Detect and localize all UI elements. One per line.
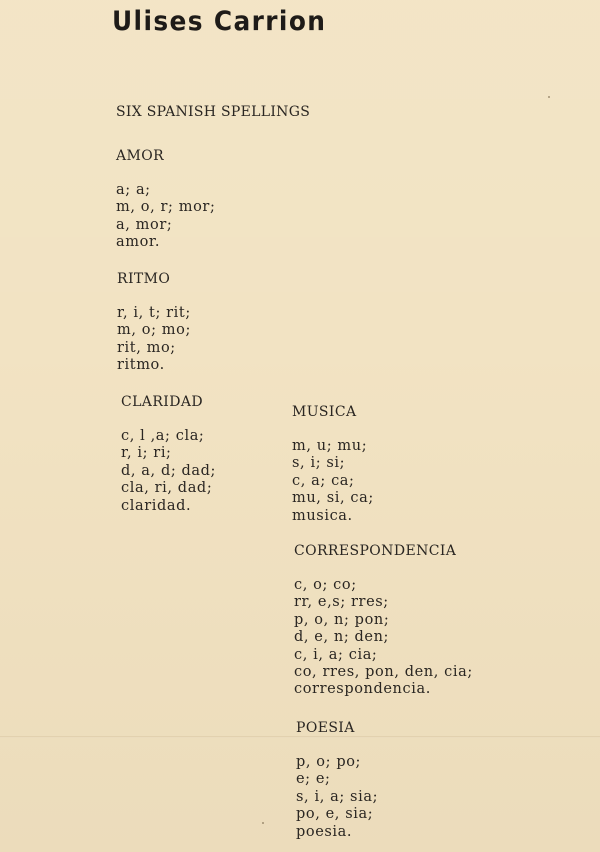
poem-title: MUSICA bbox=[292, 404, 357, 420]
poem-line: cla, ri, dad; bbox=[121, 480, 213, 497]
poem-line: d, e, n; den; bbox=[294, 629, 390, 646]
poem-lines bbox=[296, 754, 378, 841]
poem-line: co, rres, pon, den, cia; bbox=[294, 664, 473, 681]
poem-line: m, o, r; mor; bbox=[116, 199, 216, 216]
poem-musica bbox=[292, 404, 374, 525]
poem-line: c, i, a; cia; bbox=[294, 646, 378, 663]
poem-line: poesia. bbox=[296, 823, 353, 840]
poem-line: amor. bbox=[116, 234, 161, 251]
poem-line: p, o; po; bbox=[296, 754, 362, 770]
series-title: SIX SPANISH SPELLINGS bbox=[116, 104, 311, 120]
poem-line: p, o, n; pon; bbox=[294, 611, 390, 628]
poem-poesia bbox=[296, 720, 378, 841]
poem-line: ritmo. bbox=[117, 357, 165, 374]
poem-line: m, u; mu; bbox=[292, 438, 368, 454]
poem-lines bbox=[294, 577, 473, 699]
poem-line: musica. bbox=[292, 507, 353, 524]
paper-speck bbox=[262, 822, 264, 824]
paper-speck bbox=[548, 96, 550, 98]
poem-title: POESIA bbox=[296, 720, 355, 736]
poem-title: AMOR bbox=[116, 148, 165, 164]
poem-line: c, l ,a; cla; bbox=[121, 428, 205, 444]
poem-correspondencia bbox=[294, 543, 473, 699]
poem-line: rr, e,s; rres; bbox=[294, 594, 389, 611]
poem-line: r, i, t; rit; bbox=[117, 305, 191, 321]
poem-line: a, mor; bbox=[116, 216, 173, 233]
poem-ritmo bbox=[117, 271, 191, 375]
poem-title: CORRESPONDENCIA bbox=[294, 543, 457, 559]
poem-line: d, a, d; dad; bbox=[121, 462, 217, 479]
poem-line: m, o; mo; bbox=[117, 322, 191, 339]
poem-title: CLARIDAD bbox=[121, 394, 203, 410]
poem-line: s, i, a; sia; bbox=[296, 788, 379, 805]
poem-line: claridad. bbox=[121, 497, 192, 514]
poem-lines bbox=[121, 428, 216, 515]
poem-lines bbox=[116, 182, 215, 252]
poem-amor bbox=[116, 148, 215, 252]
poem-line: a; a; bbox=[116, 182, 151, 198]
poem-line: po, e, sia; bbox=[296, 806, 374, 823]
poem-line: r, i; ri; bbox=[121, 445, 172, 462]
poem-claridad bbox=[121, 394, 216, 515]
poem-lines bbox=[292, 438, 374, 525]
poem-line: rit, mo; bbox=[117, 339, 176, 356]
poem-lines bbox=[117, 305, 191, 375]
poem-line: mu, si, ca; bbox=[292, 490, 374, 507]
poem-line: e; e; bbox=[296, 771, 331, 788]
poem-title: RITMO bbox=[117, 271, 171, 287]
poem-line: c, a; ca; bbox=[292, 472, 355, 489]
poem-line: correspondencia. bbox=[294, 681, 431, 698]
poem-line: s, i; si; bbox=[292, 455, 346, 472]
poem-line: c, o; co; bbox=[294, 577, 357, 593]
author-name: Ulises Carrion bbox=[112, 6, 327, 37]
